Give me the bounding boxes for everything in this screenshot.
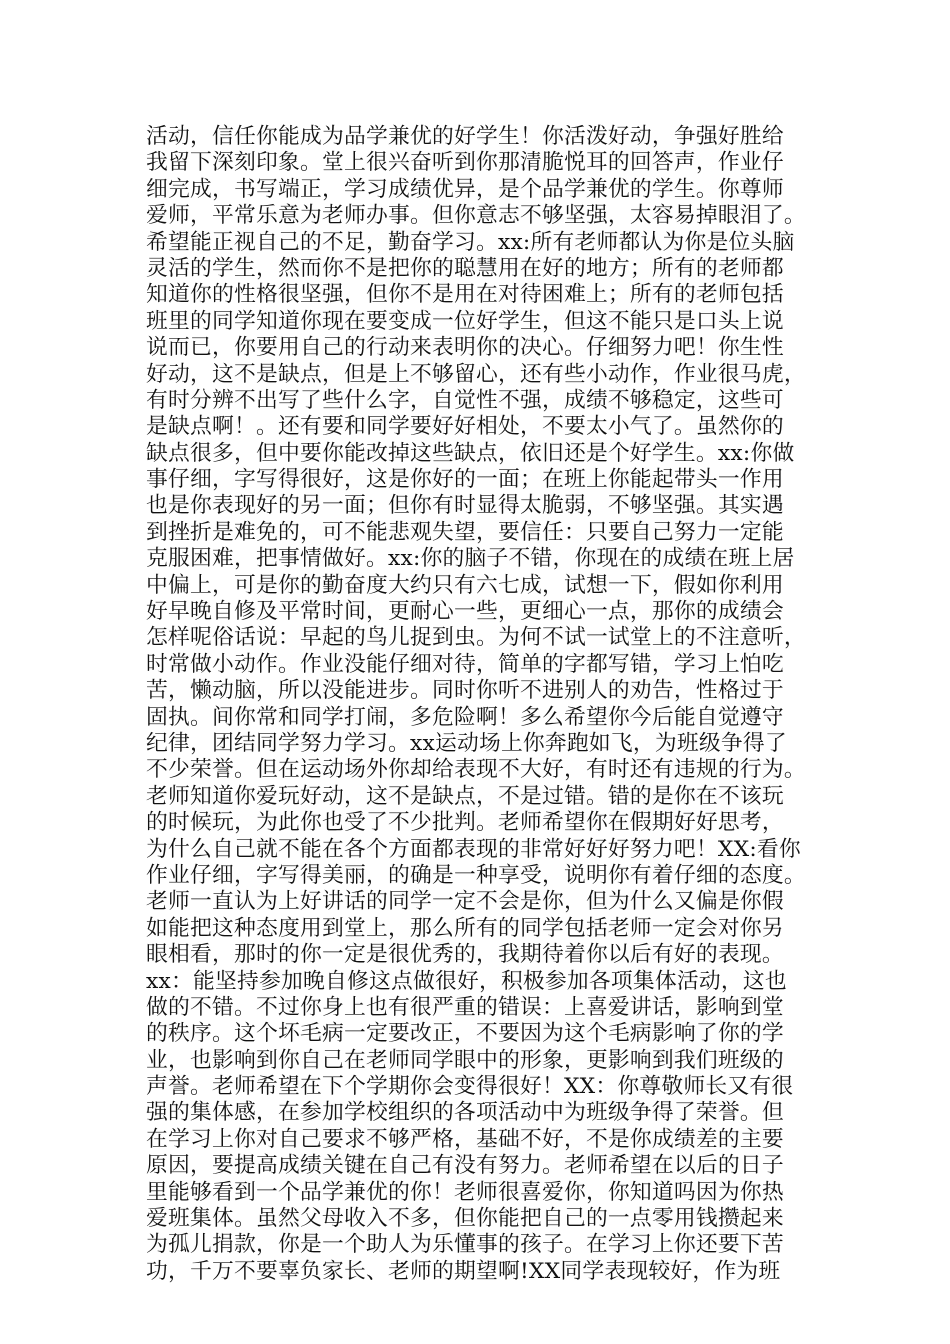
text-line: 事仔细，字写得很好，这是你好的一面；在班上你能起带头一作用 — [146, 467, 784, 493]
text-line: 原因，要提高成绩关键在自己有没有努力。老师希望在以后的日子 — [146, 1153, 784, 1179]
text-line: 老师知道你爱玩好动，这不是缺点，不是过错。错的是你在不该玩 — [146, 783, 784, 809]
text-line: 缺点很多，但中要你能改掉这些缺点，依旧还是个好学生。xx:你做 — [146, 440, 795, 466]
text-line: 知道你的性格很坚强，但你不是用在对待困难上；所有的老师包括 — [146, 282, 784, 308]
text-line: 为孤儿捐款，你是一个助人为乐懂事的孩子。在学习上你还要下苦 — [146, 1232, 784, 1258]
text-line: 好早晚自修及平常时间，更耐心一些，更细心一点，那你的成绩会 — [146, 599, 784, 625]
text-line: 的时候玩，为此你也受了不少批判。老师希望你在假期好好思考， — [146, 810, 784, 836]
text-line: 老师一直认为上好讲话的同学一定不会是你，但为什么又偏是你假 — [146, 889, 784, 915]
text-line: 说而已，你要用自己的行动来表明你的决心。仔细努力吧！你生性 — [146, 335, 784, 361]
text-line: 活动，信任你能成为品学兼优的好学生！你活泼好动，争强好胜给 — [146, 124, 784, 149]
text-line: 我留下深刻印象。堂上很兴奋听到你那清脆悦耳的回答声，作业仔 — [146, 150, 784, 176]
text-line: 好动，这不是缺点，但是上不够留心，还有些小动作，作业很马虎， — [146, 361, 806, 387]
text-line: 声誉。老师希望在下个学期你会变得很好！XX：你尊敬师长又有很 — [146, 1074, 794, 1100]
text-line: 固执。间你常和同学打闹，多危险啊！多么希望你今后能自觉遵守 — [146, 704, 784, 730]
text-line: 如能把这种态度用到堂上，那么所有的同学包括老师一定会对你另 — [146, 915, 784, 941]
text-line: 是缺点啊！。还有要和同学要好好相处，不要太小气了。虽然你的 — [146, 414, 784, 440]
text-line: 爱师，平常乐意为老师办事。但你意志不够坚强，太容易掉眼泪了。 — [146, 203, 806, 229]
text-line: 苦，懒动脑，所以没能进步。同时你听不进别人的劝告，性格过于 — [146, 678, 784, 704]
text-line: 时常做小动作。作业没能仔细对待，简单的字都写错，学习上怕吃 — [146, 651, 784, 677]
text-line: 的秩序。这个坏毛病一定要改正，不要因为这个毛病影响了你的学 — [146, 1021, 784, 1047]
text-line: 到挫折是难免的，可不能悲观失望，要信任：只要自己努力一定能 — [146, 519, 784, 545]
text-line: 希望能正视自己的不足，勤奋学习。xx:所有老师都认为你是位头脑 — [146, 229, 795, 255]
text-line: 纪律，团结同学努力学习。xx运动场上你奔跑如飞，为班级争得了 — [146, 730, 787, 756]
text-line: 为什么自己就不能在各个方面都表现的非常好好好努力吧！XX:看你 — [146, 836, 801, 862]
text-line: 业，也影响到你自己在老师同学眼中的形象，更影响到我们班级的 — [146, 1047, 784, 1073]
text-line: 细完成，书写端正，学习成绩优异，是个品学兼优的学生。你尊师 — [146, 176, 784, 202]
text-line: 爱班集体。虽然父母收入不多，但你能把自己的一点零用钱攒起来 — [146, 1206, 784, 1232]
text-line: 做的不错。不过你身上也有很严重的错误：上喜爱讲话，影响到堂 — [146, 994, 784, 1020]
text-line: 强的集体感，在参加学校组织的各项活动中为班级争得了荣誉。但 — [146, 1100, 784, 1126]
body-text — [146, 124, 816, 1285]
text-line: 里能够看到一个品学兼优的你！老师很喜爱你，你知道吗因为你热 — [146, 1179, 784, 1205]
text-line: 怎样呢俗话说：早起的鸟儿捉到虫。为何不试一试堂上的不注意听， — [146, 625, 806, 651]
text-line: 作业仔细，字写得美丽，的确是一种享受，说明你有着仔细的态度。 — [146, 862, 806, 888]
text-line: 不少荣誉。但在运动场外你却给表现不大好，有时还有违规的行为。 — [146, 757, 806, 783]
text-line: xx：能坚持参加晚自修这点做很好，积极参加各项集体活动，这也 — [146, 968, 787, 994]
text-line: 有时分辨不出写了些什么字，自觉性不强，成绩不够稳定，这些可 — [146, 387, 784, 413]
text-line: 中偏上，可是你的勤奋度大约只有六七成，试想一下，假如你利用 — [146, 572, 784, 598]
text-line: 在学习上你对自己要求不够严格，基础不好，不是你成绩差的主要 — [146, 1126, 784, 1152]
text-line: 功，千万不要辜负家长、老师的期望啊!XX同学表现较好，作为班 — [146, 1258, 781, 1284]
text-line: 眼相看，那时的你一定是很优秀的，我期待着你以后有好的表现。 — [146, 942, 784, 968]
text-line: 灵活的学生，然而你不是把你的聪慧用在好的地方；所有的老师都 — [146, 255, 784, 281]
text-line: 班里的同学知道你现在要变成一位好学生，但这不能只是口头上说 — [146, 308, 784, 334]
text-line: 克服困难，把事情做好。xx:你的脑子不错，你现在的成绩在班上居 — [146, 546, 795, 572]
text-line: 也是你表现好的另一面；但你有时显得太脆弱，不够坚强。其实遇 — [146, 493, 784, 519]
